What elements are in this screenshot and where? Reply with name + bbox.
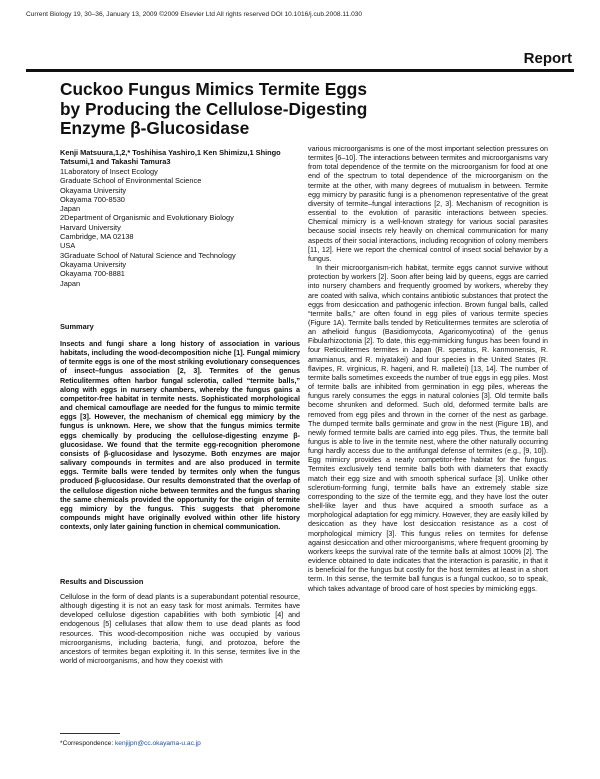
header-rule <box>26 69 574 72</box>
summary-heading: Summary <box>60 322 94 331</box>
affiliation-line: Okayama University <box>60 185 127 195</box>
affiliation-line: Okayama University <box>60 259 127 269</box>
right-paragraph-2: In their microorganism-rich habitat, termite eggs cannot survive without protection by workers [2]. Soon after being laid by queens, eggs are carried into nursery chambers and frequently groomed by workers, whereby they are coated with saliva, which contains antibiotic substances that protect the eggs from desiccation and pathogenic infection. Brown fungal balls, called “termite balls,” are often found in egg piles of various termite species (Figure 1A). Termite balls tended by Reticulitermes termites are sclerotia of an athelioid fungus (Basidiomycota, Agaricomycotina) of the genus Fibularhizoctonia [2]. To date, this egg-mimicking fungus has been found in four Reticulitermes termites in Japan (R. speratus, R. kanmonensis, R. amamianus, and R. miyatakei) and four species in the United States (R. flavipes, R. virginicus, R. hageni, and R. malletei) [13, 14]. The number of termite balls sometimes exceeds the number of true eggs in egg piles. Most of termite balls are inhibited from germination in egg piles, whereas the fungus rarely consumes the eggs in natural colonies [3]. Old termite balls become shrunken and deformed. Such old, deformed termite balls are removed from egg piles and thrown in the corner of the nest as garbage. The dumped termite balls germinate and grow in the nest (Figure 1B), and newly formed termite balls are carried into egg piles. Thus, the termite ball fungus is able to live in the termite nest, where the other naturally occurring fungi hardly access due to the antifungal defense of termites (e.g., [9, 10]). Egg mimicry provides a nearly competitor-free habitat for the fungus. Termites exclusively tend termite balls both with diameters that exactly match their egg size and with smooth spherical surface [3]. Unlike other sclerotium-forming fungi, termite balls have an extremely stable size corresponding to the size of the termite egg, and they have lost the outer shell-like layer and thus have acquired a smooth surface as a morphological adaptation for egg mimicry. However, they are easily killed by desiccation as they have lost desiccation resistance as a cost of morphological mimicry [3]. This fungus relies on termites for defense against desiccation and other microorganisms, where frequent grooming by workers keeps the survival rate of the termite balls at almost 100% [2]. The evidence obtained to date indicates that the interaction is parasitic, in that it is beneficial for the fungus but costly for the host termites at least in a short term. In this sense, the termite ball fungus is a fungal cuckoo, so to speak, which takes advantage of brood care of host species by mimicking eggs. <box>308 264 548 593</box>
affiliation-line: Okayama 700-8881 <box>60 269 125 279</box>
right-column <box>308 145 548 594</box>
correspondence-label: *Correspondence: <box>60 740 115 747</box>
affiliations <box>60 167 300 288</box>
article-title: Cuckoo Fungus Mimics Termite Eggs by Producing the Cellulose-Digesting Enzyme β-Glucosidase <box>60 79 368 138</box>
author-list: Kenji Matsuura,1,2,* Toshihisa Yashiro,1 Ken Shimizu,1 Shingo Tatsumi,1 and Takashi Tamura3 <box>60 148 281 167</box>
right-paragraph-1: various microorganisms is one of the most important selection pressures on termites [6–10]. The interactions between termites and microorganisms vary from total dependence of the termite on the microorganism for food at one end of the spectrum to total dependence of the microorganism on the termite at the other, with many degrees of mutualism in between. Termite egg mimicry by parasitic fungi is a phenomenon representative of the great diversity of termite–fungal interactions [2, 3]. Mechanism of recognition is essential to the evolution of parasitic interactions between species. Chemical mimicry is a well-known strategy for various social parasites because social insects rely heavily on chemical communication for many aspects of their social interactions, including recognition of colony members [11, 12]. Here we report the chemical control of insect social behavior by a fungus. <box>308 145 548 263</box>
affiliation-line: Graduate School of Environmental Science <box>60 176 202 186</box>
results-heading: Results and Discussion <box>60 577 144 586</box>
journal-citation: Current Biology 19, 30–36, January 13, 2009 ©2009 Elsevier Ltd All rights reserved DOI 10.1016/j.cub.2008.11.030 <box>26 11 363 18</box>
correspondence <box>60 740 201 747</box>
affiliation-line: USA <box>60 241 76 251</box>
affiliation-line: 1Laboratory of Insect Ecology <box>60 167 158 176</box>
affiliation-line: Japan <box>60 278 81 288</box>
affiliation-line: Harvard University <box>60 222 121 232</box>
affiliation-line: Cambridge, MA 02138 <box>60 232 134 242</box>
summary-text: Insects and fungi share a long history of association in various habitats, including the wood-decomposition niche [1]. Fungal mimicry of termite eggs is one of the most striking evolutionary consequences of insect–fungus association [2, 3]. Termites of the genus Reticulitermes often harbor fungal sclerotia, called “termite balls,” along with eggs in nursery chambers, whereby the fungus gains a competitor-free habitat in termite nests. Sophisticated morphological and chemical camouflage are needed for the fungus to mimic termite eggs [3]. However, the mechanism of chemical egg mimicry by the fungus is unknown. Here, we show that the fungus mimics termite eggs chemically by producing the cellulose-digesting enzyme β-glucosidase. We found that the termite egg-recognition pheromone consists of β-glucosidase and lysozyme. Both enzymes are major salivary compounds in termites and are also produced in termite eggs. Termite balls were tended by termites only when the fungus produced β-glucosidase. Our results demonstrated that the overlap of the cellulose digestion niche between termites and the fungus sharing the same chemicals provided the opportunity for the origin of termite egg mimicry by the fungus. This suggests that pheromone compounds might have originally evolved within other life history contexts, only later gaining function in chemical communication. <box>60 340 300 532</box>
results-text: Cellulose in the form of dead plants is a superabundant potential resource, although digesting it is not an easy task for most animals. Termites have developed cellulose digestion capabilities with both symbiotic [4] and endogenous [5] cellulases that allow them to use dead plants as food resources. This wood-decomposition niche was occupied by various microorganisms, including bacteria, fungi, and protozoa, before the ancestors of termites began exploiting it. In this sense, termites live in the world of microorganisms, and how they coexist with <box>60 593 300 666</box>
correspondence-email[interactable]: kenjijpn@cc.okayama-u.ac.jp <box>114 740 201 747</box>
footnote-rule <box>60 733 120 734</box>
affiliation-line: 2Department of Organismic and Evolutionary Biology <box>60 213 234 223</box>
affiliation-line: 3Graduate School of Natural Science and Technology <box>60 250 236 260</box>
affiliation-line: Japan <box>60 204 81 214</box>
section-label: Report <box>523 50 572 67</box>
affiliation-line: Okayama 700-8530 <box>60 194 125 204</box>
